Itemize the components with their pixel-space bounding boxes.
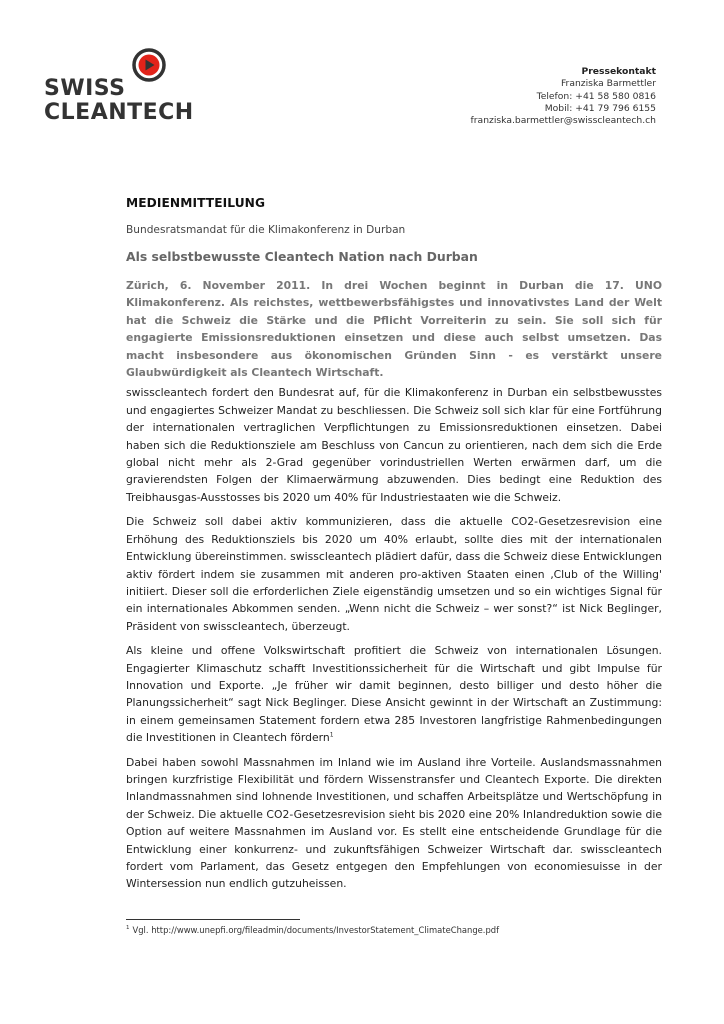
press-contact-heading: Pressekontakt <box>581 66 656 77</box>
press-contact-email[interactable]: franziska.barmettler@swisscleantech.ch <box>470 115 656 127</box>
body-paragraph: Dabei haben sowohl Massnahmen im Inland wie im Ausland ihre Vorteile. Auslandsmassnahmen bringen kurzfristige Flexibilität und fördern Wissenstransfer und Cleantech Exporte. Die direkten Inlandmassnahmen sind lohnende Investitionen, und schaffen Arbeitsplätze und Wertschöpfung in der Schweiz. Die aktuelle CO2-Gesetzesrevision sieht bis 2020 eine 20% Inlandreduktion sowie die Option auf weitere Massnahmen im Ausland vor. Es stellt eine entscheidende Grundlage für die Entwicklung einer konkurrenz- und zukunftsfähigen Schweizer Wirtschaft dar. swisscleantech fordert vom Parlament, das Gesetz entgegen den Empfehlungen von economiesuisse in der Wintersession nun endlich gutzuheissen. <box>126 755 662 891</box>
document-subject: Bundesratsmandat für die Klimakonferenz in Durban <box>126 224 406 236</box>
play-circle-icon <box>132 48 166 82</box>
logo-line-1: SWISS <box>44 76 126 101</box>
footnote-text[interactable]: Vgl. http://www.unepfi.org/fileadmin/documents/InvestorStatement_ClimateChange.pdf <box>132 925 500 935</box>
footnote-reference[interactable]: 1 <box>329 731 334 739</box>
footnote-divider <box>126 919 300 920</box>
body-paragraph: Die Schweiz soll dabei aktiv kommunizieren, dass die aktuelle CO2-Gesetzesrevision eine Erhöhung des Reduktionsziels bis 2020 um 40% erlaubt, sollte dies mit der internationalen Entwicklung übereinstimmen. swisscleantech plädiert dafür, dass die Schweiz diese Entwicklungen aktiv fördert indem sie zusammen mit anderen pro-aktiven Staaten einen ‚Club of the Willing' initiiert. Dieser soll die erforderlichen Ziele eigenständig umsetzen und so ein wichtiges Signal für ein internationales Abkommen senden. „Wenn nicht die Schweiz – wer sonst?“ ist Nick Beglinger, Präsident von swisscleantech, überzeugt. <box>126 515 662 633</box>
body-paragraph-text: Als kleine und offene Volkswirtschaft profitiert die Schweiz von internationalen Lösungen. Engagierter Klimaschutz schafft Investitionssicherheit für die Wirtschaft und gibt Impulse für Innovation und Exporte. „Je früher wir damit beginnen, desto billiger und desto höher die Planungssicherheit“ sagt Nick Beglinger. Diese Ansicht gewinnt in der Wirtschaft an Zustimmung: in einem gemeinsamen Statement fordern etwa 285 Investoren langfristige Rahmenbedingungen die Investitionen in Cleantech fördern <box>126 644 662 745</box>
body-paragraph <box>126 642 662 746</box>
press-contact-name: Franziska Barmettler <box>560 78 656 90</box>
press-contact-mobile: Mobil: +41 79 796 6155 <box>544 102 656 114</box>
lead-paragraph: Zürich, 6. November 2011. In drei Wochen beginnt in Durban die 17. UNO Klimakonferenz. Als reichstes, wettbewerbsfähigstes und innovativstes Land der Welt hat die Schweiz die Stärke und die Pflicht Vorreiterin zu sein. Sie soll sich für engagierte Emissionsreduktionen einsetzen und diese auch selbst umsetzen. Das macht insbesondere aus ökonomischen Gründen Sinn - es verstärkt unsere Glaubwürdigkeit als Cleantech Wirtschaft. <box>126 279 662 380</box>
logo-line-2: CLEANTECH <box>44 100 194 125</box>
footnote-number: 1 <box>126 925 130 932</box>
press-contact-phone: Telefon: +41 58 580 0816 <box>536 90 656 102</box>
press-contact-block <box>316 66 656 127</box>
document-headline: Als selbstbewusste Cleantech Nation nach Durban <box>126 249 478 264</box>
footnote <box>126 925 662 935</box>
swiss-cleantech-logo <box>44 48 194 128</box>
press-release-body <box>126 196 662 900</box>
document-type: MEDIENMITTEILUNG <box>126 196 266 210</box>
body-paragraph: swisscleantech fordert den Bundesrat auf, für die Klimakonferenz in Durban ein selbstbewusstes und engagiertes Schweizer Mandat zu beschliessen. Die Schweiz soll sich klar für eine Fortführung der internationalen vertraglichen Verpflichtungen zu Emissionsreduktionen einsetzen. Dabei haben sich die Reduktionsziele am Beschluss von Cancun zu orientieren, nach dem sich die Erde global nicht mehr als 2-Grad gegenüber vorindustriellen Werten erwärmen darf, um die gravierendsten Folgen der Klimaerwärmung abzuwenden. Dies bedingt eine Reduktion des Treibhausgas-Ausstosses bis 2020 um 40% für Industriestaaten wie die Schweiz. <box>126 386 662 504</box>
